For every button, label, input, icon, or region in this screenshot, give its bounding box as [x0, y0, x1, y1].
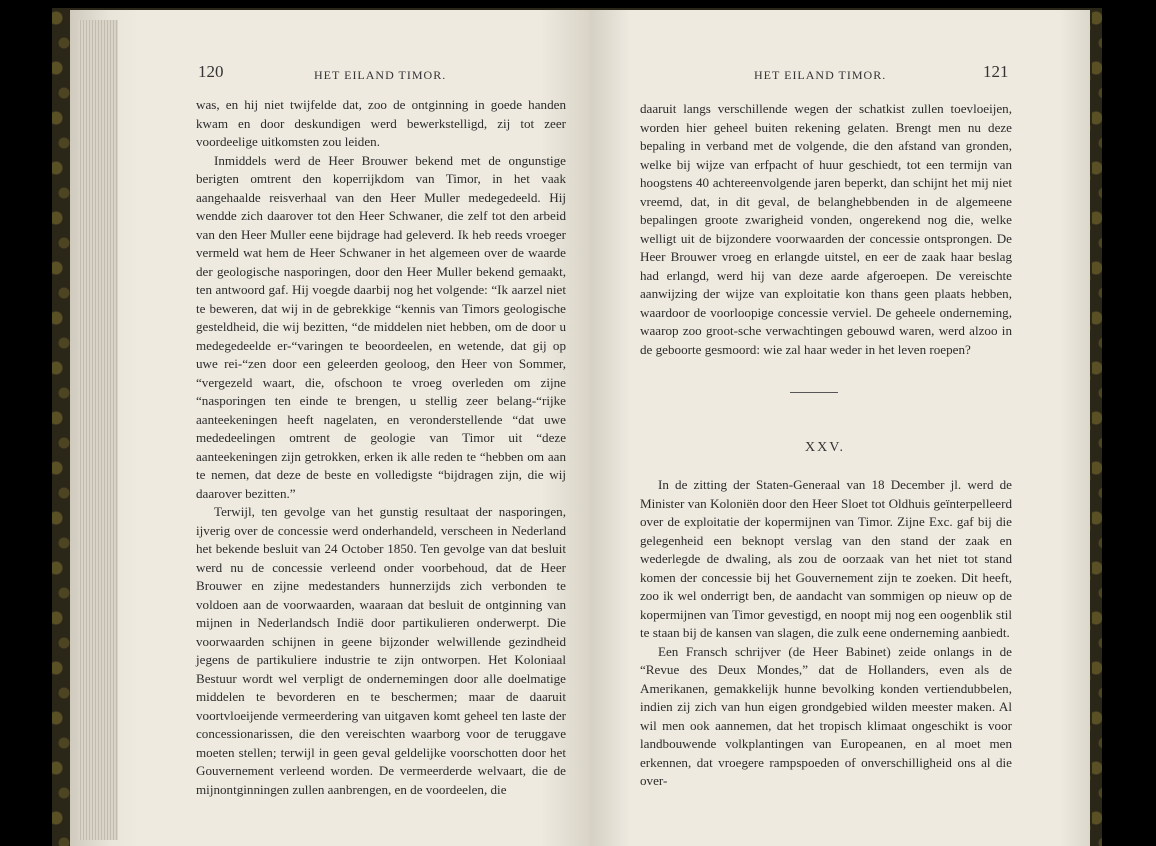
page-edges — [78, 20, 118, 840]
page-number-left: 120 — [198, 62, 224, 81]
left-page — [70, 10, 590, 846]
book-spread — [70, 10, 1090, 846]
paragraph: In de zitting der Staten-Generaal van 18 December jl. werd de Minister van Koloniën door den Heer Sloet tot Oldhuis geïnterpelleerd over de exploitatie der kopermijnen van Timor. Zijne Exc. gaf bij die gelegenheid een beknopt verslag van den stand der zaak en wederlegde de dwaling, als zou de oorzaak van het niet tot stand komen der concessie bij het Gouvernement zijn te zoeken. Dit heeft, zoo ik wel onderrigt ben, de aandacht van sommigen op nieuw op de kopermijnen van Timor gevestigd, en noopt mij nog een oogenblik stil te staan bij de kansen van slagen, die zulk eene onderneming aanbiedt. — [640, 477, 1012, 640]
running-header-left: HET EILAND TIMOR. — [314, 68, 447, 82]
right-page-chapter-text — [640, 476, 1012, 791]
section-divider — [790, 392, 838, 393]
chapter-heading: XXV. — [804, 440, 846, 455]
paragraph: Terwijl, ten gevolge van het gunstig resultaat der nasporingen, ijverig over de concessie werd onderhandeld, verscheen in Nederland het bekende besluit van 24 October 1850. Ten gevolge van dat besluit werd nu de concessie verleend onder voorbehoud, dat de Heer Brouwer en zijne medestanders hunnerzijds zich verbonden te voldoen aan de voorwaarden, waaraan dat besluit de ontginning van mijnen in Nederlandsch Indië door partikulieren onderwerpt. Die voorwaarden schijnen in geene bijzonder welwillende gezindheid jegens de partikuliere industrie te zijn ontworpen. Het Koloniaal Bestuur wordt wel verpligt de ondernemingen door alle doelmatige middelen te bevorderen en te beschermen; maar de daaruit voortvloeijende vermeerdering van uitgaven komt geheel ten laste der concessionarissen, die den vereischten waarborg voor de teruggave moeten stellen; terwijl in geen geval geldelijke voorschotten door het Gouvernement verleend worden. De vermeerderde welvaart, die de mijnontginningen zullen aanbrengen, en de voordeelen, die — [196, 504, 566, 797]
running-header-right: HET EILAND TIMOR. — [754, 68, 887, 82]
right-page-top-text — [640, 100, 1012, 359]
paragraph: daaruit langs verschillende wegen der schatkist zullen toevloeijen, worden hier geheel buiten rekening gelaten. Brengt men nu deze bepaling in verband met de volgende, die den afstand van gronden, welke bij wijze van erfpacht of huur geschiedt, tot een termijn van hoogstens 40 achtereenvolgende jaren beperkt, dan schijnt het mij niet vreemd, dat, in dit geval, de belanghebbenden in de algemeene bepalingen groote zwarigheid vonden, ongerekend nog die, welke welligt uit de bijzondere voorwaarden der concessie ontsprongen. De Heer Brouwer vroeg en erlangde uitstel, en eer de zaak haar beslag had erlangd, werd hij van deze aarde afgeroepen. De vereischte aanwijzing der wijze van exploitatie kon thans geen plaats hebben, waardoor de voorloopige concessie verviel. De geheele onderneming, waarop zoo groot-sche verwachtingen gebouwd waren, werd alzoo in de geboorte gesmoord: wie zal haar weder in het leven roepen? — [640, 101, 1012, 357]
right-page — [590, 10, 1090, 846]
left-page-body — [196, 96, 566, 799]
page-number-right: 121 — [983, 62, 1009, 81]
paragraph: Een Fransch schrijver (de Heer Babinet) zeide onlangs in de “Revue des Deux Mondes,” dat de Hollanders, even als de Amerikanen, gemakkelijk hunne bevolking konden vertiendubbelen, indien zij zich van hun eigen grondgebied wilden meester maken. Al wil men ook aannemen, dat het tropisch klimaat ongeschikt is voor landbouwende volkplantingen van Europeanen, en al moet men erkennen, dat vroegere rampspoeden of onverschilligheid ons al die over- — [640, 643, 1012, 788]
paragraph: was, en hij niet twijfelde dat, zoo de ontginning in goede handen kwam en door deskundigen werd bewerkstelligd, zij tot zeer voordeelige uitkomsten zou leiden. — [196, 97, 566, 149]
paragraph: Inmiddels werd de Heer Brouwer bekend met de ongunstige berigten omtrent den koperrijkdom van Timor, in het vaak aangehaalde reisverhaal van den Heer Muller medegedeeld. Hij wendde zich daarover tot den Heer Schwaner, die zelf tot den arbeid van den Heer Muller eene bijdrage had geleverd. Ik heb reeds vroeger vermeld wat hem de Heer Schwaner in het algemeen over de waarde der geologische nasporingen, door den Heer Muller bekend gemaakt, ten antwoord gaf. Hij voegde daarbij nog het volgende: “Ik aarzel niet te beweren, dat wij in de gebrekkige “kennis van Timors geologische gesteldheid, die wij bezitten, “de middelen niet hebben, om de door u medegedeelde er-“varingen te beoordeelen, en wetende, dat gij op uwe rei-“zen door een geleerden geoloog, den Heer von Sommer, “vergezeld waart, die, ofschoon te vroeg overleden om zijne “nasporingen ten einde te brengen, u stellig zeer belang-“rijke aanteekeningen heeft nagelaten, en veronderstellende “dat uwe mededeelingen omtrent de geologie van Timor uit “deze aanteekeningen zijn getrokken, erken ik alle reden te “hebben om aan te nemen, dat deze de beste en volledigste “bijdragen zijn, die wij daarover bezitten.” — [196, 152, 566, 501]
